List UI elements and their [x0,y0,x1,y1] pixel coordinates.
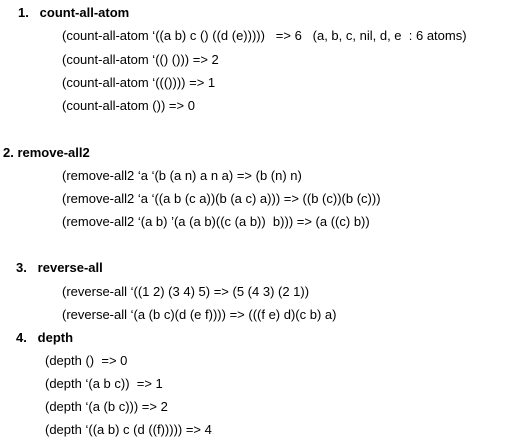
example-line: (reverse-all ‘((1 2) (3 4) 5) => (5 (4 3) (2 1)) [62,284,310,299]
example-line: (count-all-atom ‘((()))) => 1 [62,75,216,90]
example-line: (depth ‘(a (b c))) => 2 [45,399,168,414]
example-line: (remove-all2 ‘a ‘(b (a n) a n a) => (b (n) n) [62,168,302,183]
example-line: (count-all-atom ‘((a b) c () ((d (e))))) => 6 (a, b, c, nil, d, e : 6 atoms) [62,28,467,43]
example-line: (remove-all2 ‘(a b) ’(a (a b)((c (a b)) b))) => (a ((c) b)) [62,214,370,229]
example-line: (depth ‘(a b c)) => 1 [45,376,163,391]
example-line: (count-all-atom ‘(() ())) => 2 [62,52,219,67]
example-line: (depth () => 0 [45,353,128,368]
section-heading-reverse-all: 3. reverse-all [16,260,103,275]
example-line: (reverse-all ‘(a (b c)(d (e f)))) => (((f e) d)(c b) a) [62,307,337,322]
example-line: (depth ‘((a b) c (d ((f))))) => 4 [45,422,212,437]
example-line: (remove-all2 ‘a ‘((a b (c a))(b (a c) a))) => ((b (c))(b (c))) [62,191,381,206]
example-line: (count-all-atom ()) => 0 [62,98,195,113]
section-heading-remove-all2: 2. remove-all2 [3,145,90,160]
section-heading-count-all-atom: 1. count-all-atom [18,5,130,20]
section-heading-depth: 4. depth [16,330,74,345]
